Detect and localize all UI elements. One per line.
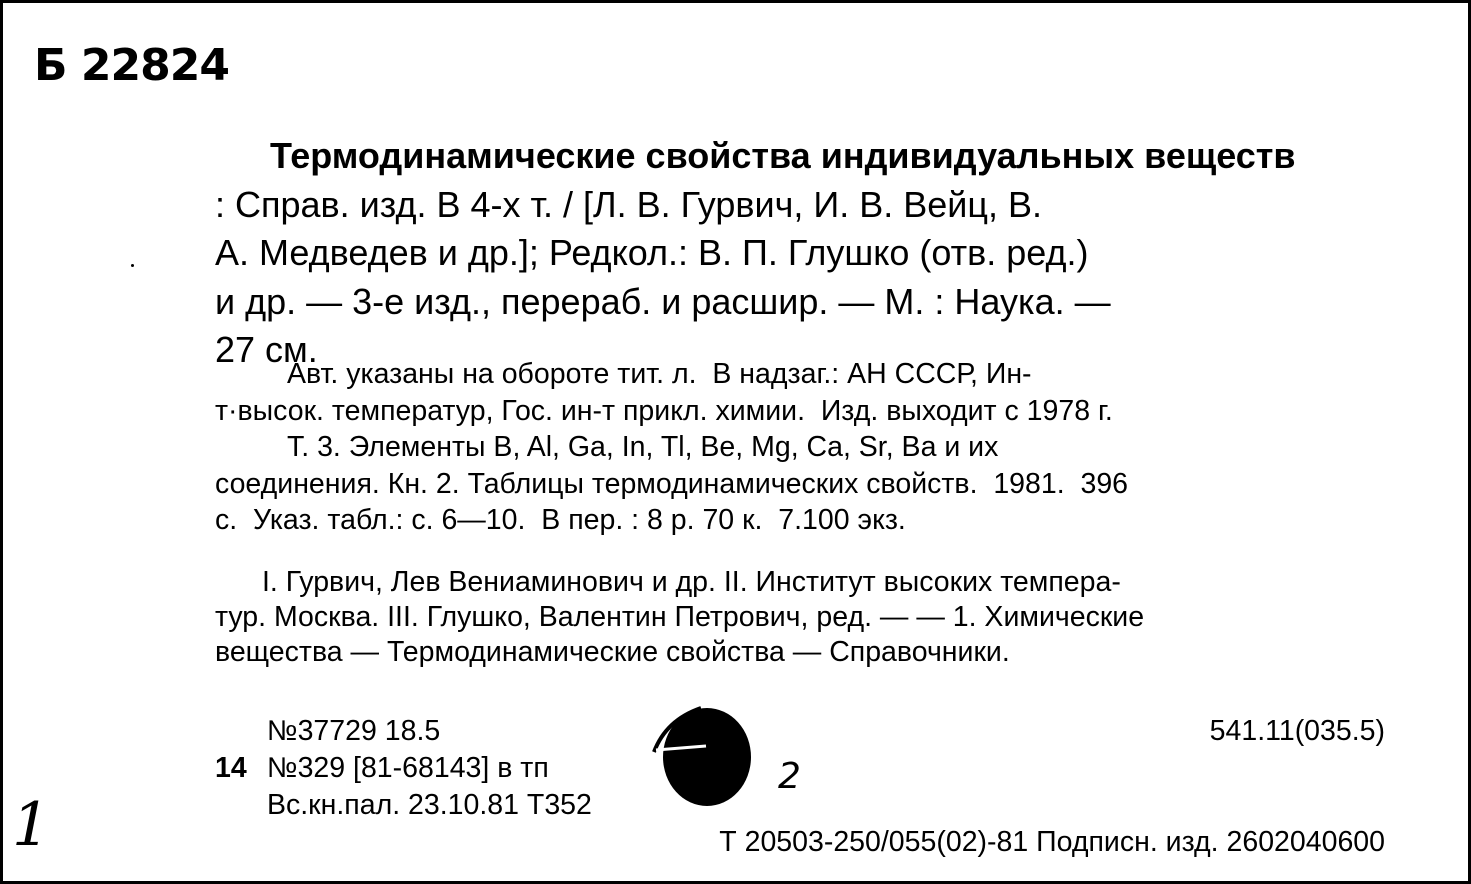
ink-dot (131, 264, 134, 267)
notes (215, 356, 1385, 539)
description-line: и др. — 3-е изд., перераб. и расшир. — М. : Наука. — (215, 280, 1111, 322)
registration-number: №329 [81-68143] в тп (267, 752, 549, 784)
note-line: Т. 3. Элементы B, Al, Ga, In, Tl, Be, Mg, Ca, Sr, Ba и их (287, 431, 999, 463)
description-line: : Справ. изд. В 4-х т. / [Л. В. Гурвич, И. В. Вейц, В. (215, 183, 1043, 225)
note-line: Авт. указаны на обороте тит. л. В надзаг.: АН СССР, Ин- (287, 358, 1032, 390)
chamber-record: Вс.кн.пал. 23.10.81 Т352 (267, 789, 592, 821)
handwritten-mark-2: 2 (778, 756, 801, 797)
note-line: соединения. Кн. 2. Таблицы термодинамических свойств. 1981. 396 (215, 467, 1129, 500)
tracings (215, 565, 1385, 670)
tracing-line: тур. Москва. III. Глушко, Валентин Петрович, ред. — — 1. Химические (215, 601, 1145, 633)
note-line: т·высок. температур, Гос. ин-т прикл. химии. Изд. выходит с 1978 г. (215, 394, 1113, 427)
bibliographic-description (215, 132, 1385, 375)
udc-code: 541.11(035.5) (1209, 715, 1385, 747)
tracing-line: I. Гурвич, Лев Вениаминович и др. II. Институт высоких темпера- (262, 566, 1121, 598)
handwritten-mark-1: 1 (12, 790, 51, 860)
publication-index: Т 20503-250/055(02)-81 Подписн. изд. 2602040600 (719, 826, 1385, 858)
ink-stroke (646, 700, 716, 760)
title-line: Термодинамические свойства индивидуальных веществ (270, 135, 1296, 176)
description-line: А. Медведев и др.]; Редкол.: В. П. Глушко (отв. ред.) (215, 232, 1089, 273)
card-count: 14 (215, 752, 247, 784)
note-line: с. Указ. табл.: с. 6—10. В пер. : 8 р. 70 к. 7.100 экз. (215, 504, 906, 536)
shelfmark: Б 22824 (34, 40, 229, 91)
order-number: №37729 18.5 (267, 715, 441, 747)
tracing-line: вещества — Термодинамические свойства — Справочники. (215, 636, 1010, 668)
description-line: 27 см. (215, 329, 318, 370)
